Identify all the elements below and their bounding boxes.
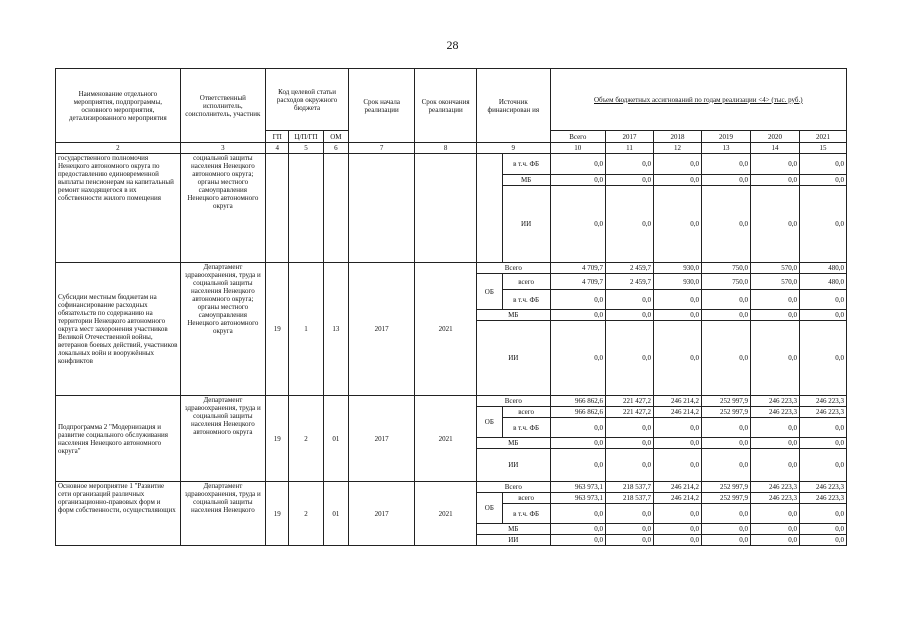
cell-value: 0,0: [653, 418, 701, 438]
row-source: ИИ: [477, 321, 551, 396]
column-number: 15: [800, 143, 847, 154]
row-source: Всего: [477, 263, 551, 274]
cell-value: 252 997,9: [701, 407, 750, 418]
column-number: 4: [265, 143, 288, 154]
cell-value: 0,0: [750, 154, 799, 175]
cell-value: 246 214,2: [653, 396, 701, 407]
cell-value: 246 214,2: [653, 407, 701, 418]
header-source: Источник финансирован ия: [477, 69, 551, 143]
row-start: 2017: [349, 482, 415, 546]
column-number: 12: [653, 143, 701, 154]
cell-value: 0,0: [701, 449, 750, 482]
cell-value: 0,0: [701, 310, 750, 321]
cell-value: 0,0: [701, 418, 750, 438]
cell-value: 0,0: [800, 175, 847, 186]
cell-value: 221 427,2: [606, 407, 654, 418]
cell-value: 0,0: [653, 310, 701, 321]
row-name: государственного полномочия Ненецкого автономного округа по предоставлению единовременной выплаты пенсионерам на капитальный ремонт находящегося в их собственности жилого помещения: [56, 154, 181, 263]
row-source: всего: [502, 407, 550, 418]
row-ob: ОБ: [477, 493, 503, 524]
table-row: [56, 154, 847, 175]
row-source: ИИ: [477, 449, 551, 482]
cell-value: 0,0: [653, 504, 701, 524]
cell-value: 0,0: [750, 524, 799, 535]
cell-value: 0,0: [800, 186, 847, 263]
cell-value: 246 223,3: [800, 482, 847, 493]
cell-value: 750,0: [701, 274, 750, 290]
cell-value: 0,0: [550, 186, 605, 263]
column-number: 2: [56, 143, 181, 154]
cell-value: 0,0: [606, 175, 654, 186]
row-source: в т.ч. ФБ: [502, 290, 550, 310]
cell-value: 0,0: [653, 290, 701, 310]
cell-value: 0,0: [800, 449, 847, 482]
row-om: 01: [323, 482, 349, 546]
cell-value: 0,0: [550, 504, 605, 524]
column-number: 3: [180, 143, 265, 154]
header-executor: Ответственный исполнитель, соисполнитель, участник: [180, 69, 265, 143]
row-source: Всего: [477, 396, 551, 407]
header-om: ОМ: [323, 131, 349, 143]
header-year: 2020: [750, 131, 799, 143]
cell-value: 480,0: [800, 274, 847, 290]
cell-value: 0,0: [550, 418, 605, 438]
cell-value: 0,0: [653, 186, 701, 263]
cell-value: 0,0: [606, 524, 654, 535]
cell-value: 0,0: [750, 418, 799, 438]
cell-value: 0,0: [653, 154, 701, 175]
cell-value: 0,0: [800, 290, 847, 310]
column-number: 13: [701, 143, 750, 154]
cell-value: 246 223,3: [750, 482, 799, 493]
cell-value: 0,0: [750, 321, 799, 396]
cell-value: 0,0: [800, 418, 847, 438]
row-executor: Департамент здравоохранения, труда и социальной защиты населения Ненецкого: [180, 482, 265, 546]
cell-value: 930,0: [653, 274, 701, 290]
row-source: МБ: [477, 310, 551, 321]
row-name: Подпрограмма 2 "Модернизация и развитие социального обслуживания населения Ненецкого автономного округа": [56, 396, 181, 482]
cell-value: 0,0: [606, 438, 654, 449]
cell-value: 0,0: [800, 321, 847, 396]
cell-value: 0,0: [606, 186, 654, 263]
header-end: Срок окончания реализации: [415, 69, 477, 143]
column-number: 5: [289, 143, 323, 154]
cell-value: 0,0: [550, 449, 605, 482]
row-executor: Департамент здравоохранения, труда и социальной защиты населения Ненецкого автономного округа; органы местного самоуправления Ненецкого автономного округа: [180, 263, 265, 396]
row-source: в т.ч. ФБ: [502, 504, 550, 524]
row-source: МБ: [477, 438, 551, 449]
row-source: Всего: [477, 482, 551, 493]
header-year: 2019: [701, 131, 750, 143]
cell-value: 0,0: [701, 290, 750, 310]
cell-value: 0,0: [701, 154, 750, 175]
cell-value: 0,0: [800, 438, 847, 449]
cell-value: 0,0: [653, 438, 701, 449]
cell-value: 480,0: [800, 263, 847, 274]
row-end: 2021: [415, 482, 477, 546]
cell-value: 246 223,3: [800, 407, 847, 418]
column-number: 7: [349, 143, 415, 154]
cell-value: 252 997,9: [701, 482, 750, 493]
cell-value: 0,0: [701, 504, 750, 524]
header-year: 2021: [800, 131, 847, 143]
cell-value: 221 427,2: [606, 396, 654, 407]
cell-value: 0,0: [606, 321, 654, 396]
header-year: 2018: [653, 131, 701, 143]
cell-value: 0,0: [606, 290, 654, 310]
cell-value: 246 223,3: [800, 493, 847, 504]
cell-value: 246 214,2: [653, 493, 701, 504]
cell-value: 4 709,7: [550, 263, 605, 274]
header-code: Код целевой статьи расходов окружного бюджета: [265, 69, 348, 131]
row-ptp: 2: [289, 482, 323, 546]
cell-value: 252 997,9: [701, 396, 750, 407]
cell-value: 252 997,9: [701, 493, 750, 504]
cell-value: 570,0: [750, 263, 799, 274]
header-total: Всего: [550, 131, 605, 143]
column-number: 14: [750, 143, 799, 154]
cell-value: 750,0: [701, 263, 750, 274]
cell-value: 0,0: [750, 535, 799, 546]
cell-value: 0,0: [653, 175, 701, 186]
row-source: ИИ: [477, 535, 551, 546]
cell-value: 0,0: [701, 535, 750, 546]
cell-value: 0,0: [750, 504, 799, 524]
cell-value: 570,0: [750, 274, 799, 290]
cell-value: 930,0: [653, 263, 701, 274]
cell-value: 246 223,3: [750, 493, 799, 504]
cell-value: 0,0: [606, 310, 654, 321]
cell-value: 0,0: [800, 504, 847, 524]
row-source: в т.ч. ФБ: [502, 154, 550, 175]
cell-value: 966 862,6: [550, 396, 605, 407]
cell-value: 0,0: [550, 154, 605, 175]
cell-value: 0,0: [701, 186, 750, 263]
row-source: всего: [502, 274, 550, 290]
cell-value: 246 223,3: [750, 396, 799, 407]
row-source: всего: [502, 493, 550, 504]
cell-value: 0,0: [606, 154, 654, 175]
row-start: 2017: [349, 263, 415, 396]
column-number: 10: [550, 143, 605, 154]
row-source: МБ: [502, 175, 550, 186]
cell-value: 0,0: [750, 175, 799, 186]
column-number: 11: [606, 143, 654, 154]
cell-value: 963 973,1: [550, 482, 605, 493]
budget-table: [55, 68, 847, 546]
header-year: 2017: [606, 131, 654, 143]
header-gp: ГП: [265, 131, 288, 143]
row-gp: 19: [265, 482, 288, 546]
cell-value: 0,0: [800, 524, 847, 535]
header-volume: Объем бюджетных ассигнований по годам реализации <4> (тыс. руб.): [550, 69, 846, 131]
row-ob: ОБ: [477, 274, 503, 310]
cell-value: 2 459,7: [606, 274, 654, 290]
row-om: 01: [323, 396, 349, 482]
row-ptp: 2: [289, 396, 323, 482]
table-row: [56, 263, 847, 274]
row-name: Основное мероприятие 1 "Развитие сети организаций различных организационно-правовых форм и форм собственности, осуществляющих: [56, 482, 181, 546]
header-name: Наименование отдельного мероприятия, подпрограммы, основного мероприятия, детализированного мероприятия: [56, 69, 181, 143]
cell-value: 0,0: [550, 535, 605, 546]
row-executor: Департамент здравоохранения, труда и социальной защиты населения Ненецкого автономного округа: [180, 396, 265, 482]
header-ptp: Ц/П/ГП: [289, 131, 323, 143]
cell-value: 246 214,2: [653, 482, 701, 493]
cell-value: 0,0: [750, 310, 799, 321]
row-source: в т.ч. ФБ: [502, 418, 550, 438]
cell-value: 0,0: [701, 175, 750, 186]
cell-value: 0,0: [550, 524, 605, 535]
cell-value: 0,0: [606, 418, 654, 438]
row-end: 2021: [415, 396, 477, 482]
cell-value: 0,0: [800, 310, 847, 321]
cell-value: 0,0: [701, 321, 750, 396]
column-number: 8: [415, 143, 477, 154]
cell-value: 0,0: [750, 449, 799, 482]
cell-value: 963 973,1: [550, 493, 605, 504]
row-executor: социальной защиты населения Ненецкого автономного округа; органы местного самоуправления Ненецкого автономного округа: [180, 154, 265, 263]
cell-value: 0,0: [606, 504, 654, 524]
row-source: МБ: [477, 524, 551, 535]
cell-value: 2 459,7: [606, 263, 654, 274]
row-start: 2017: [349, 396, 415, 482]
row-gp: 19: [265, 263, 288, 396]
cell-value: 0,0: [653, 449, 701, 482]
cell-value: 218 537,7: [606, 493, 654, 504]
cell-value: 0,0: [550, 321, 605, 396]
cell-value: 0,0: [550, 175, 605, 186]
row-ptp: 1: [289, 263, 323, 396]
cell-value: 0,0: [550, 290, 605, 310]
cell-value: 0,0: [550, 310, 605, 321]
cell-value: 0,0: [750, 438, 799, 449]
cell-value: 0,0: [653, 321, 701, 396]
cell-value: 246 223,3: [750, 407, 799, 418]
cell-value: 0,0: [800, 154, 847, 175]
cell-value: 0,0: [750, 186, 799, 263]
cell-value: 246 223,3: [800, 396, 847, 407]
cell-value: 0,0: [800, 535, 847, 546]
cell-value: 0,0: [653, 524, 701, 535]
row-source: ИИ: [502, 186, 550, 263]
cell-value: 966 862,6: [550, 407, 605, 418]
cell-value: 218 537,7: [606, 482, 654, 493]
page-number: 28: [446, 38, 459, 52]
column-number: 6: [323, 143, 349, 154]
cell-value: 0,0: [550, 438, 605, 449]
row-name: Субсидии местным бюджетам на софинансирование расходных обязательств по содержанию на территории Ненецкого автономного округа мест захоронения участников Великой Отечественной войны, ветеранов боевых действий, участников локальных войн и вооружённых конфликтов: [56, 263, 181, 396]
row-om: 13: [323, 263, 349, 396]
cell-value: 0,0: [606, 449, 654, 482]
cell-value: 0,0: [653, 535, 701, 546]
column-number: 9: [477, 143, 551, 154]
header-start: Срок начала реализации: [349, 69, 415, 143]
table-row: [56, 482, 847, 493]
cell-value: 0,0: [701, 438, 750, 449]
row-gp: 19: [265, 396, 288, 482]
cell-value: 0,0: [701, 524, 750, 535]
cell-value: 0,0: [750, 290, 799, 310]
cell-value: 4 709,7: [550, 274, 605, 290]
row-end: 2021: [415, 263, 477, 396]
table-row: [56, 396, 847, 407]
row-ob: ОБ: [477, 407, 503, 438]
cell-value: 0,0: [606, 535, 654, 546]
